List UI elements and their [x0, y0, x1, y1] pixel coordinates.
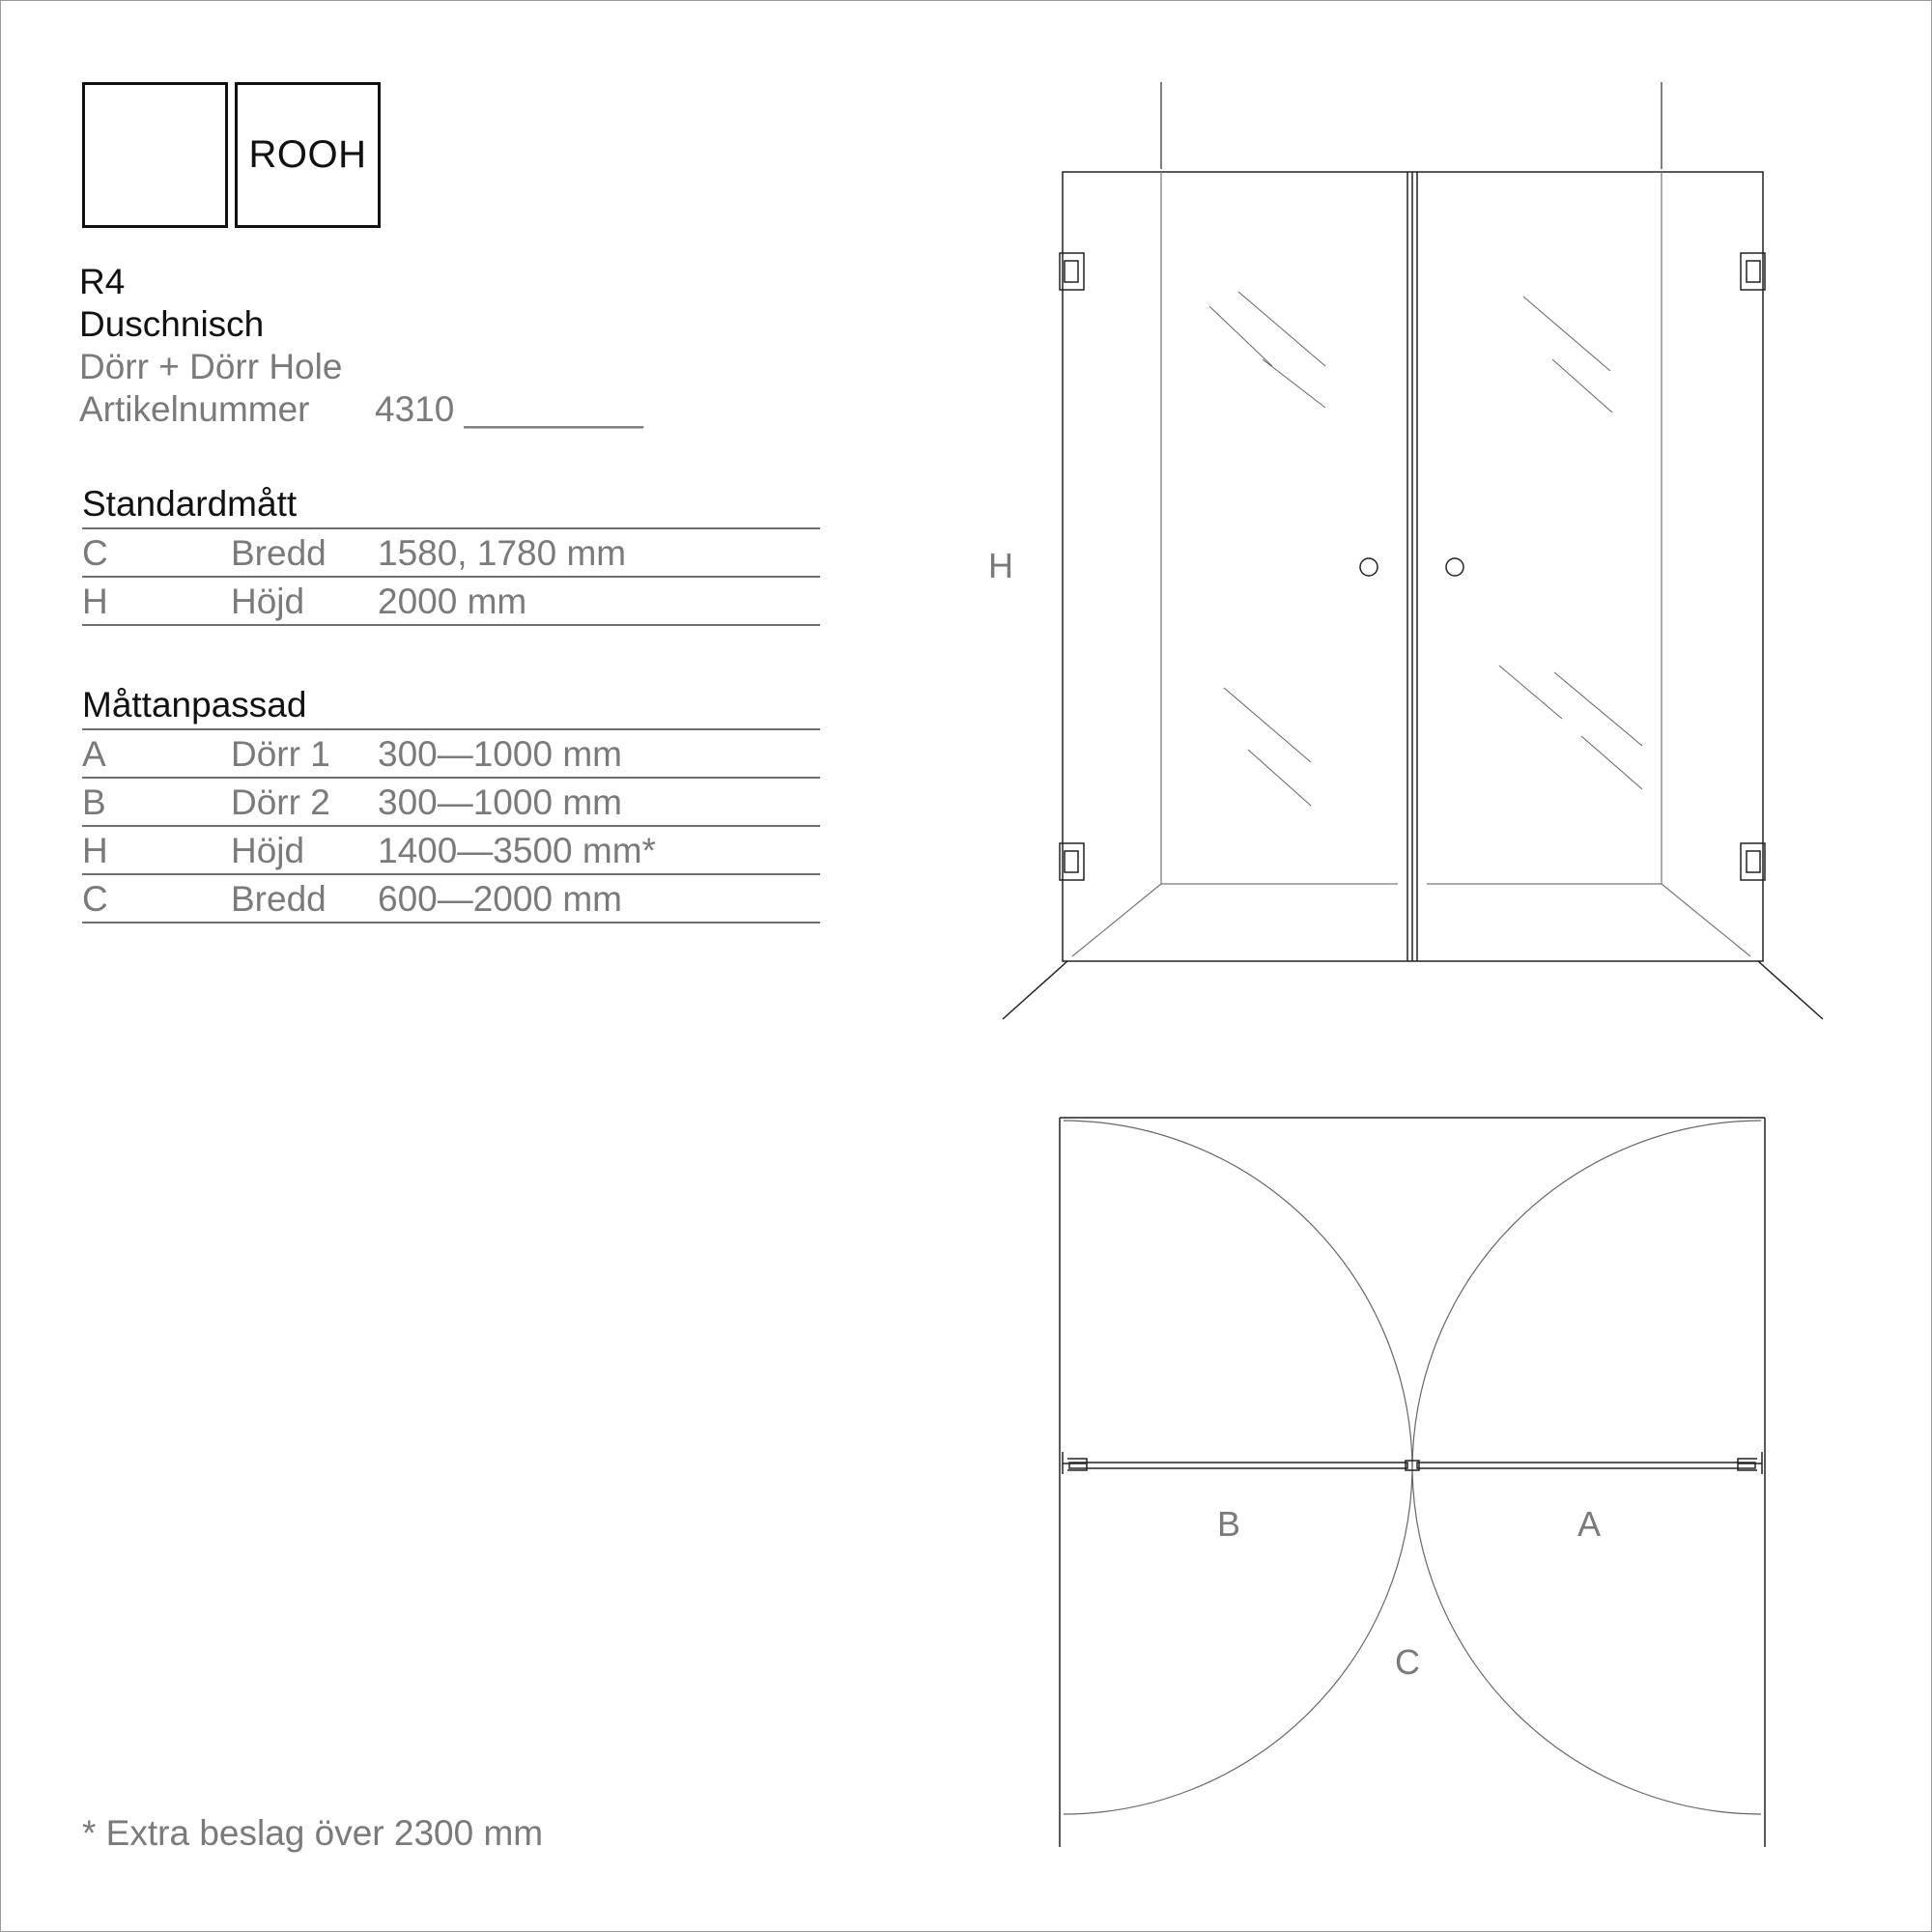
door-a-plan	[1417, 1463, 1755, 1468]
dimension-value: 2000 mm	[378, 582, 527, 621]
plan-label-b: B	[1217, 1504, 1241, 1544]
product-model: R4	[79, 262, 126, 301]
left-door-swing	[1064, 1121, 1412, 1814]
dimension-label: Bredd	[231, 533, 327, 573]
door-knob-left	[1360, 558, 1378, 576]
plan-view	[1060, 1118, 1765, 1847]
dimension-label: Dörr 2	[231, 782, 330, 822]
product-type: Duschnisch	[79, 304, 265, 344]
height-label: H	[988, 546, 1013, 585]
dimension-code: A	[82, 734, 106, 774]
dimension-value: 300—1000 mm	[378, 782, 622, 822]
dimension-code: H	[82, 831, 108, 870]
dimension-value: 600—2000 mm	[378, 879, 622, 919]
plan-label-a: A	[1577, 1504, 1602, 1544]
footnote: * Extra beslag över 2300 mm	[82, 1813, 544, 1853]
dimension-label: Höjd	[231, 582, 305, 621]
plan-label-c: C	[1395, 1642, 1420, 1682]
hinge-top-right	[1741, 253, 1765, 290]
dimension-code: C	[82, 533, 108, 573]
dimension-value: 300—1000 mm	[378, 734, 622, 774]
dimension-label: Dörr 1	[231, 734, 330, 774]
dimension-code: B	[82, 782, 106, 822]
dimension-code: C	[82, 879, 108, 919]
dimension-label: Bredd	[231, 879, 327, 919]
door-knob-right	[1446, 558, 1463, 576]
article-number: 4310 _________	[375, 389, 643, 429]
logo-text: ROOH	[248, 133, 367, 176]
custom-dimensions-title: Måttanpassad	[82, 684, 820, 730]
hinge-bottom-right	[1741, 843, 1765, 880]
dimension-code: H	[82, 582, 108, 621]
right-door-swing	[1412, 1121, 1761, 1814]
door-b-plan	[1069, 1463, 1407, 1468]
product-variant: Dörr + Dörr Hole	[79, 347, 343, 386]
article-label: Artikelnummer	[79, 389, 310, 429]
standard-dimensions-title: Standardmått	[82, 483, 820, 529]
dimension-value: 1580, 1780 mm	[378, 533, 627, 573]
dimension-label: Höjd	[231, 831, 305, 870]
dimension-value: 1400—3500 mm*	[378, 831, 656, 870]
front-elevation	[1003, 82, 1823, 1019]
